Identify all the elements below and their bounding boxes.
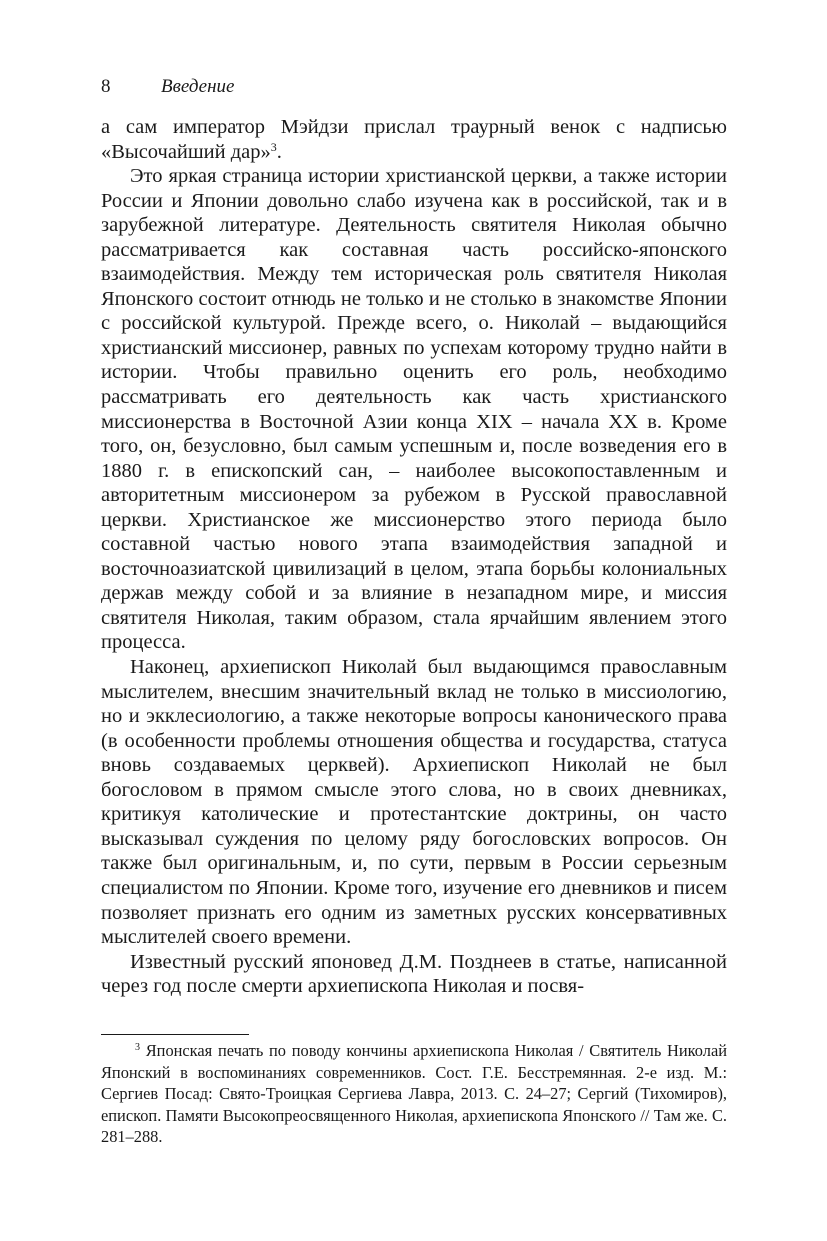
footnote-marker: 3 bbox=[135, 1042, 140, 1053]
section-title: Введение bbox=[161, 76, 235, 97]
paragraph-1-text: а сам император Мэйдзи прислал траурный венок с надписью «Высочайший дар» bbox=[101, 116, 727, 163]
paragraph-1-end: . bbox=[276, 140, 282, 163]
paragraph-3: Наконец, архиепископ Николай был выдающимся православным мыслителем, внесшим значительный вклад не только в миссиологию, но и экклесиологию, а также некоторые вопросы канонического права (в особенности проблемы отношения общества и государства, статуса вновь создаваемых церквей). Архиепископ Николай не был богословом в прямом смысле этого слова, но в своих дневниках, критикуя католические и протестантские доктрины, он часто высказывал суждения по целому ряду богословских вопросов. Он также был оригинальным, и, по сути, первым в России серьезным специалистом по Японии. Кроме того, изучение его дневников и писем позволяет признать его одним из заметных русских консервативных мыслителей своего времени. bbox=[101, 656, 727, 949]
footnote-ref-3[interactable]: 3 bbox=[270, 139, 277, 154]
footnote-3 bbox=[101, 1040, 727, 1148]
running-head bbox=[101, 74, 234, 100]
paragraph-1 bbox=[101, 115, 727, 164]
paragraph-2: Это яркая страница истории христианской церкви, а также истории России и Японии довольно слабо изучена как в российской, так и в зарубежной литературе. Деятельность святителя Николая обычно рассматривается как составная часть российско-японского взаимодействия. Между тем историческая роль святителя Николая Японского состоит отнюдь не только и не столько в знакомстве Японии с российской культурой. Прежде всего, о. Николай – выдающийся христианский миссионер, равных по успехам которому трудно найти в истории. Чтобы правильно оценить его роль, необходимо рассматривать его деятельность как часть христианского миссионерства в Восточной Азии конца XIX – начала XX в. Кроме того, он, безусловно, был самым успешным и, после возведения его в 1880 г. в епископский сан, – наиболее высокопоставленным и авторитетным миссионером за рубежом в Русской православной церкви. Христианское же миссионерство этого периода было составной частью нового этапа взаимодействия западной и восточноазиатской цивилизаций в целом, этапа борьбы колониальных держав между собой и за влияние в незападном мире, и миссия святителя Николая, таким образом, стала ярчайшим явлением этого процесса. bbox=[101, 165, 727, 654]
footnote-separator bbox=[101, 1034, 249, 1035]
footnotes bbox=[101, 1040, 727, 1148]
paragraph-4: Известный русский японовед Д.М. Позднеев в статье, написанной через год после смерти архиепископа Николая и посвя- bbox=[101, 950, 727, 998]
footnote-text: Японская печать по поводу кончины архиепископа Николая / Святитель Николай Японский в воспоминаниях современников. Сост. Г.Е. Бесстремянная. 2-е изд. М.: Сергиев Посад: Свято-Троицкая Сергиева Лавра, 2013. С. 24–27; Сергий (Тихомиров), епископ. Памяти Высокопреосвященного Николая, архиепископа Японского // Там же. С. 281–288. bbox=[101, 1041, 727, 1147]
page-number: 8 bbox=[101, 76, 111, 97]
main-text bbox=[101, 115, 727, 999]
